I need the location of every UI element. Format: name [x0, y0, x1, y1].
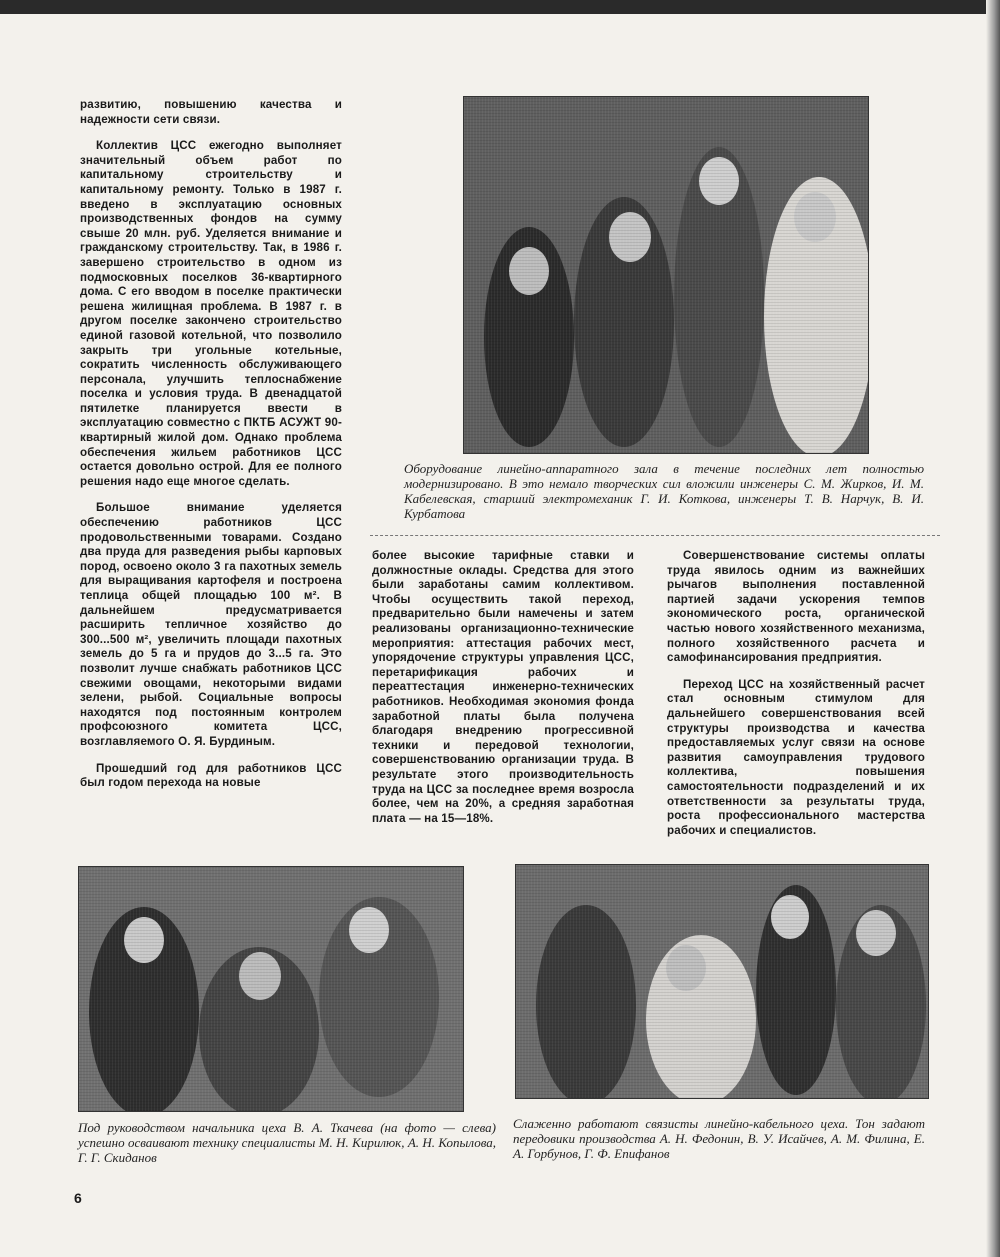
- photo-equipment-hall: [463, 96, 869, 454]
- middle-text-column: [372, 549, 634, 838]
- left-text-column: [80, 98, 342, 803]
- right-text-column: [667, 549, 925, 850]
- paragraph: развитию, повышению качества и надежности сети связи.: [80, 98, 342, 126]
- paragraph: Большое внимание уделяется обеспечению работников ЦСС продовольственными товарами. Создано два пруда для разведения рыбы карповых пород, освоено около 3 га пахотных земель для выращивания картофеля и построена теплица общей площадью 100 м². В дальнейшем предусматривается расширить тепличное хозяйство до 300...500 м², увеличить площади пахотных земель до 5 га и прудов до 3...5 га. Это позволит лучше снабжать работников ЦСС свежими овощами, некоторыми видами зелени, рыбой. Социальные вопросы находятся под постоянным контролем профсоюзного комитета ЦСС, возглавляемого О. Я. Бурдиным.: [80, 501, 342, 748]
- caption-bottom-right-photo: Слаженно работают связисты линейно-кабельного цеха. Тон задают передовики производства А. Н. Федонин, В. У. Исайчев, А. М. Филина, Е. А. Горбунов, Г. Ф. Епифанов: [513, 1116, 925, 1161]
- paragraph: Переход ЦСС на хозяйственный расчет стал основным стимулом для дальнейшего совершенствования всей структуры производства и качества предоставляемых услуг связи на основе развития самоуправления трудового коллектива, повышения самостоятельности подразделений и их ответственности за результаты труда, роста профессионального мастерства рабочих и специалистов.: [667, 677, 925, 837]
- paragraph: Коллектив ЦСС ежегодно выполняет значительный объем работ по капитальному строительству и капитальному ремонту. Только в 1987 г. введено в эксплуатацию основных производственных фондов на сумму свыше 20 млн. руб. Уделяется внимание и гражданскому строительству. Так, в 1986 г. завершено строительство в одном из подмосковных поселков 36-квартирного дома. С его вводом в поселке практически решена жилищная проблема. В 1987 г. в другом поселке закончено строительство единой газовой котельной, что позволило закрыть три угольные котельные, сократить численность обслуживающего персонала, улучшить теплоснабжение поселка и условия труда. В двенадцатой пятилетке планируется ввести в эксплуатацию совместно с ПКТБ АСУЖТ 90-квартирный жилой дом. Однако проблема обеспечения жильем работников ЦСС остается довольно острой. Для ее полного решения надо еще многое сделать.: [80, 139, 342, 488]
- scan-right-edge: [986, 0, 1000, 1257]
- paragraph: Совершенствование системы оплаты труда явилось одним из важнейших рычагов выполнения поставленной партией задачи ускорения темпов экономического роста, органической частью нового хозяйственного механизма, полного хозяйственного расчета и самофинансирования предприятия.: [667, 549, 925, 665]
- photo-cable-workshop-right: [515, 864, 929, 1099]
- photo-workshop-left: [78, 866, 464, 1112]
- page-number: 6: [74, 1190, 82, 1206]
- caption-bottom-left-photo: Под руководством начальника цеха В. А. Ткачева (на фото — слева) успешно осваивают технику специалисты М. Н. Кирилюк, А. Н. Копылова, Г. Г. Скиданов: [78, 1120, 496, 1165]
- caption-top-photo: Оборудование линейно-аппаратного зала в течение последних лет полностью модернизировано. В это немало творческих сил вложили инженеры С. М. Жирков, И. М. Кабелевская, старший электромеханик Г. И. Коткова, инженеры Т. В. Нарчук, В. И. Курбатова: [404, 461, 924, 521]
- divider: [370, 535, 940, 536]
- scan-top-edge: [0, 0, 1000, 14]
- paragraph: более высокие тарифные ставки и должностные оклады. Средства для этого были заработаны самим коллективом. Чтобы осуществить такой переход, предварительно были намечены и затем реализованы организационно-технические мероприятия: аттестация рабочих мест, упорядочение структуры управления ЦСС, перетарификация рабочих и переаттестация инженерно-технических работников. Необходимая экономия фонда заработной платы была получена благодаря внедрению прогрессивной техники и передовой технологии, совершенствованию организации труда. В результате этого производительность труда на ЦСС за последнее время возросла более, чем на 20%, а средняя заработная плата — на 15—18%.: [372, 549, 634, 825]
- paragraph: Прошедший год для работников ЦСС был годом перехода на новые: [80, 761, 342, 790]
